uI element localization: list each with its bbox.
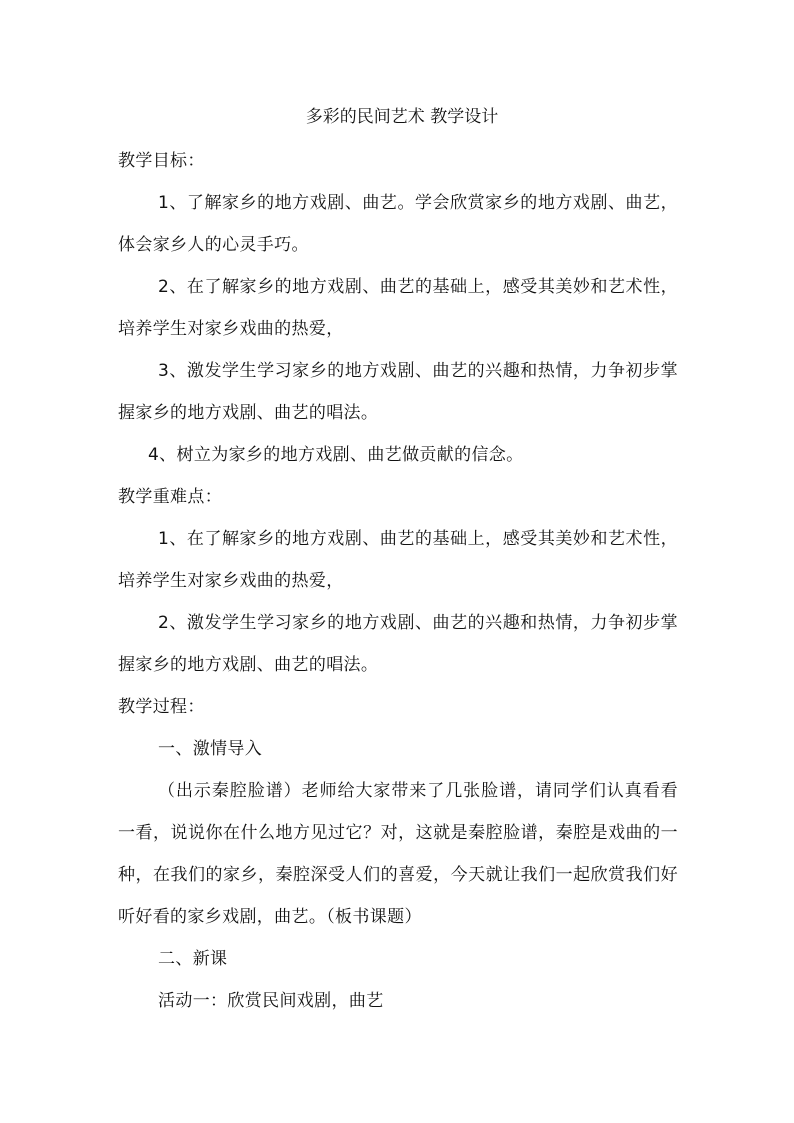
objective-item: 3、激发学生学习家乡的地方戏剧、曲艺的兴趣和热情，力争初步掌握家乡的地方戏剧、曲艺的唱法。 (118, 361, 678, 423)
process-paragraph: （出示秦腔脸谱）老师给大家带来了几张脸谱，请同学们认真看看一看，说说你在什么地方见过它？对，这就是秦腔脸谱，秦腔是戏曲的一种，在我们的家乡，秦腔深受人们的喜爱，今天就让我们一起欣赏我们好听好看的家乡戏剧，曲艺。（板书课题） (118, 781, 678, 927)
objective-item: 1、了解家乡的地方戏剧、曲艺。学会欣赏家乡的地方戏剧、曲艺，体会家乡人的心灵手巧。 (118, 193, 678, 255)
section-heading-objectives: 教学目标： (118, 151, 205, 171)
process-step-heading: 二、新课 (158, 949, 228, 969)
section-heading-process: 教学过程： (118, 697, 205, 717)
section-heading-key-points: 教学重难点： (118, 487, 223, 507)
key-point-item: 1、在了解家乡的地方戏剧、曲艺的基础上，感受其美妙和艺术性，培养学生对家乡戏曲的热爱， (118, 529, 678, 591)
objective-item: 4、树立为家乡的地方戏剧、曲艺做贡献的信念。 (148, 445, 524, 465)
document-title: 多彩的民间艺术 教学设计 (305, 107, 499, 127)
objective-item: 2、在了解家乡的地方戏剧、曲艺的基础上，感受其美妙和艺术性，培养学生对家乡戏曲的热爱， (118, 277, 678, 339)
document-body (118, 100, 678, 1022)
activity-heading: 活动一：欣赏民间戏剧，曲艺 (158, 991, 384, 1011)
process-step-heading: 一、激情导入 (158, 739, 263, 759)
key-point-item: 2、激发学生学习家乡的地方戏剧、曲艺的兴趣和热情，力争初步掌握家乡的地方戏剧、曲艺的唱法。 (118, 613, 678, 675)
